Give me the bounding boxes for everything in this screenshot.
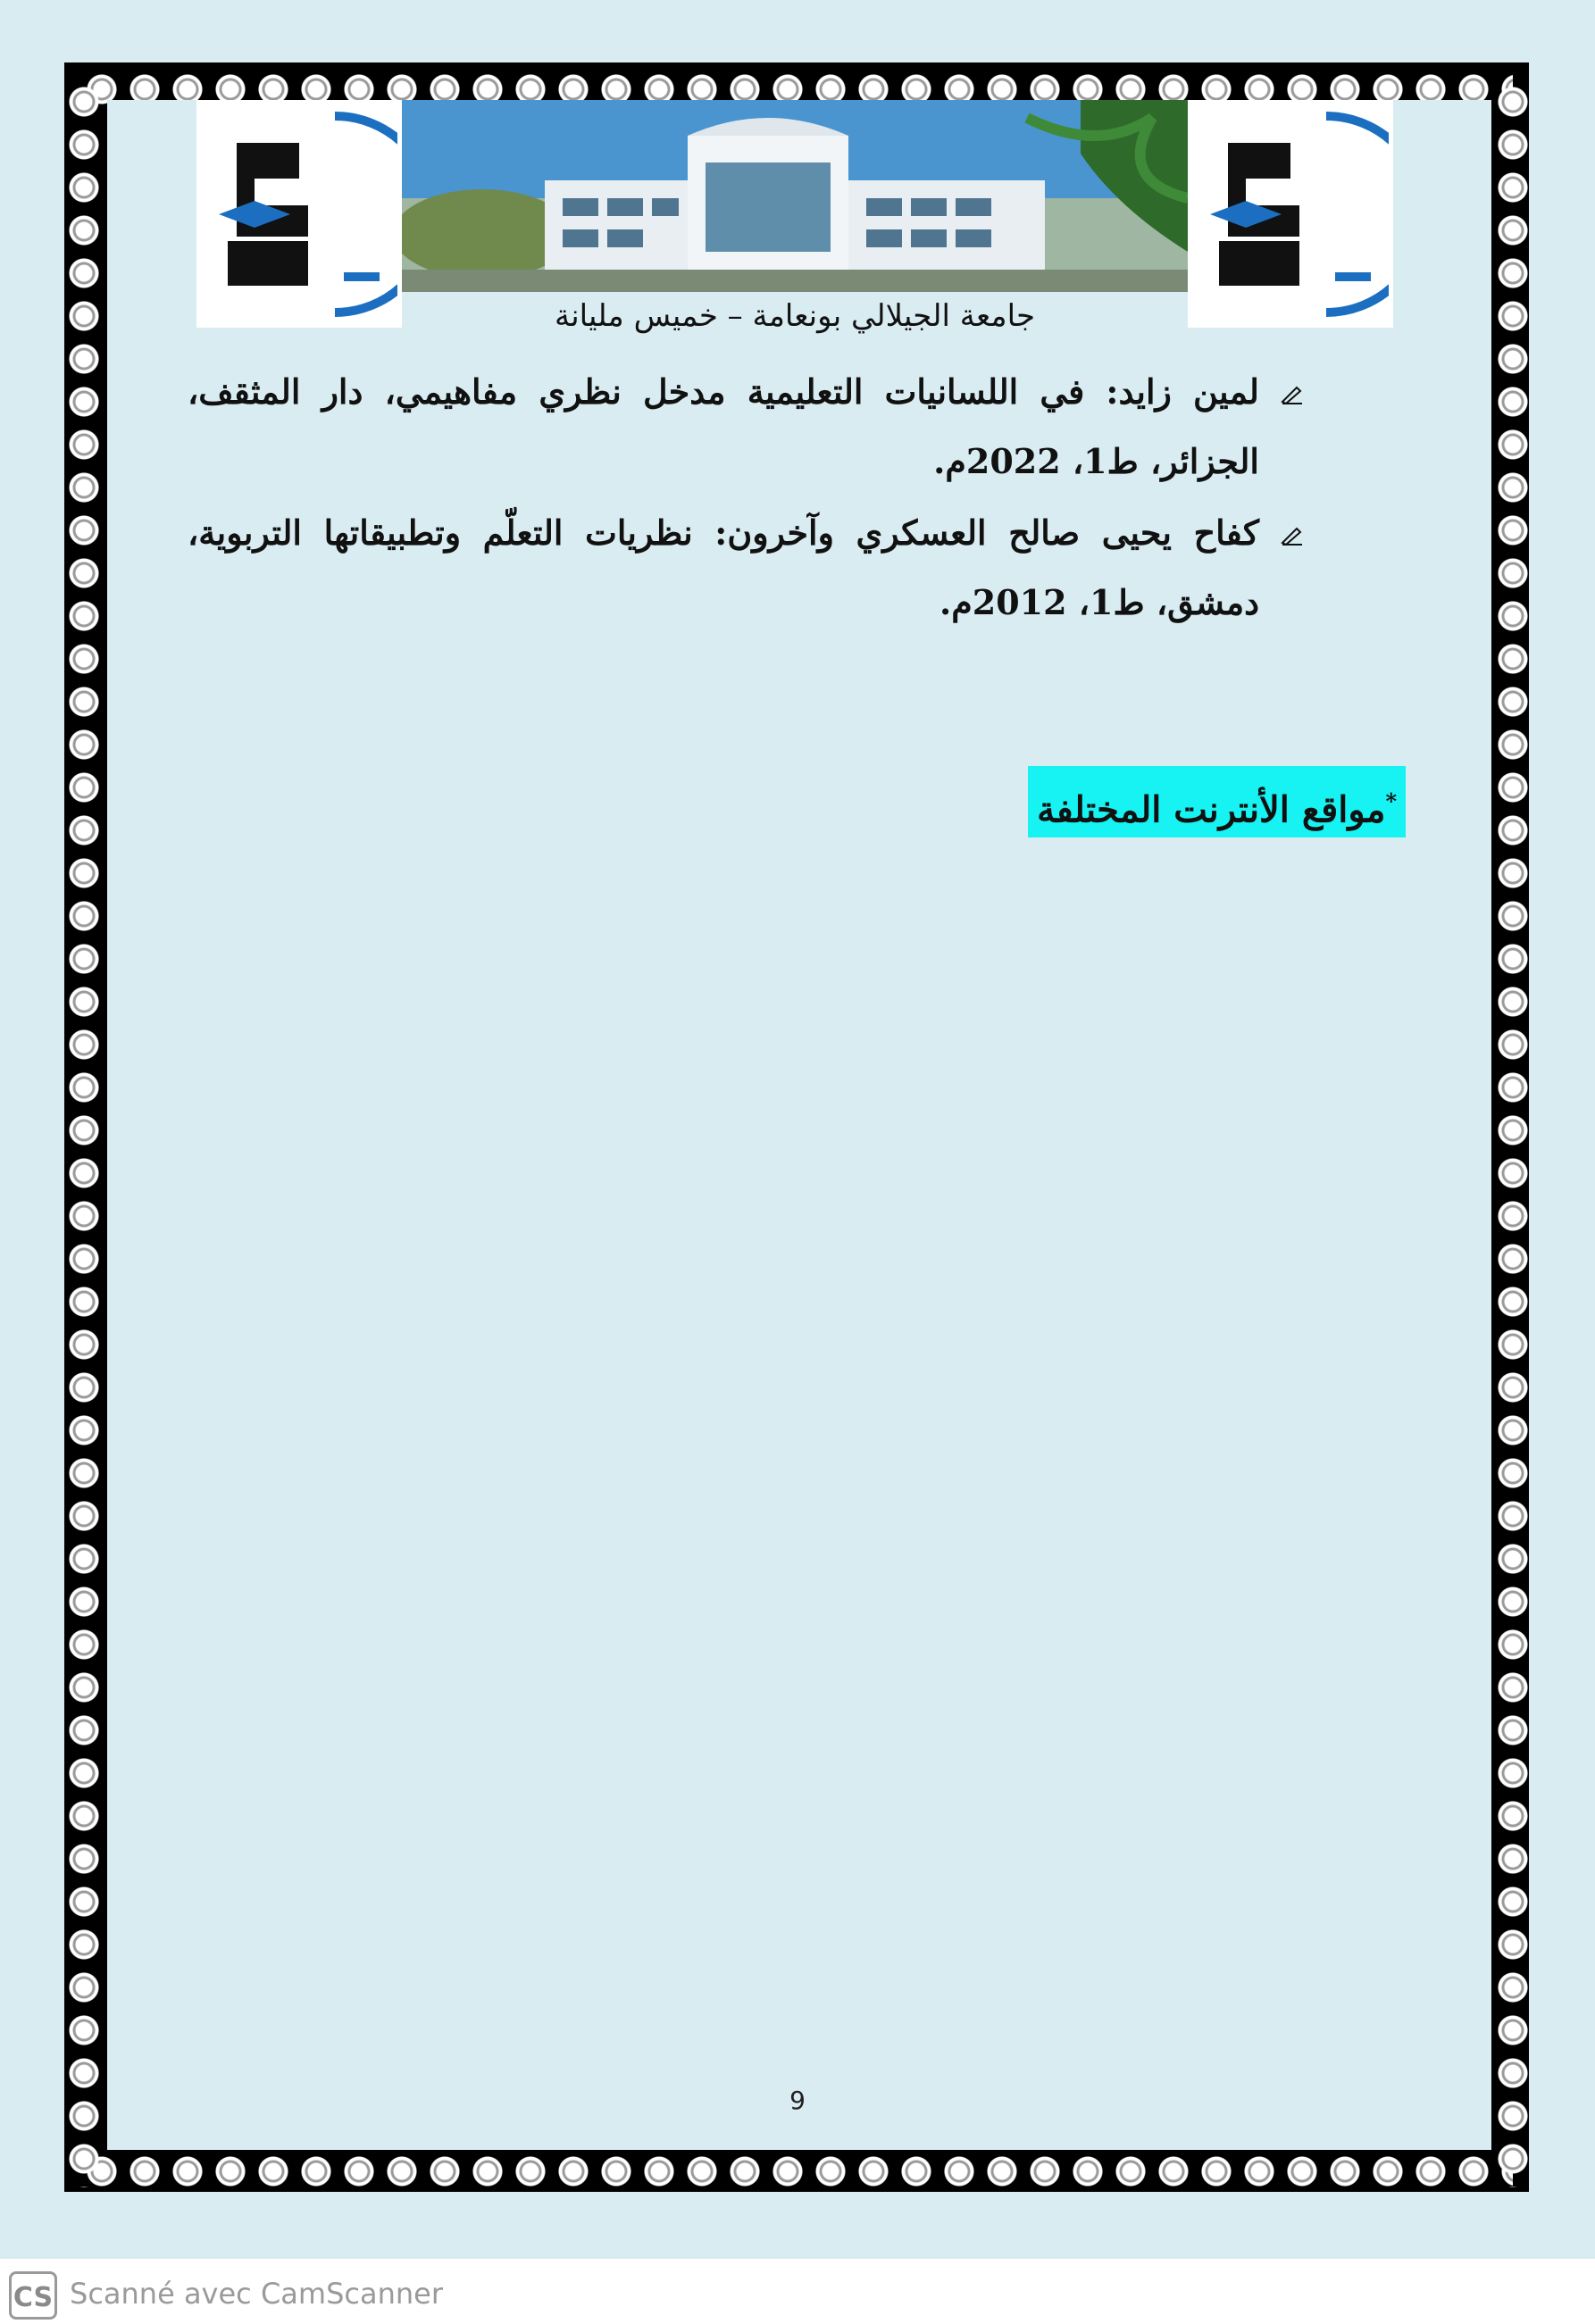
heading-asterisk: * xyxy=(1385,788,1397,814)
internet-sites-heading xyxy=(1028,766,1406,837)
reference-item xyxy=(188,357,1259,496)
border-flower-strip-right xyxy=(1493,80,1532,2187)
pen-writing-icon xyxy=(1281,523,1304,546)
pen-writing-icon xyxy=(1281,382,1304,405)
border-flower-strip-left xyxy=(64,80,104,2187)
page-header xyxy=(196,100,1393,332)
building-illustration xyxy=(402,100,1188,292)
camscanner-label: Scanné avec CamScanner xyxy=(70,2277,443,2311)
university-name: جامعة الجيلالي بونعامة – خميس مليانة xyxy=(554,298,1035,334)
heading-text: مواقع الأنترنت المختلفة xyxy=(1037,788,1386,831)
university-logo-icon xyxy=(1192,107,1389,321)
camscanner-logo: CS xyxy=(9,2271,57,2320)
campus-building-photo xyxy=(402,100,1188,292)
university-logo-right xyxy=(1188,100,1393,328)
page-number: 9 xyxy=(789,2086,806,2115)
university-logo-left xyxy=(196,100,402,328)
scanner-watermark-bar xyxy=(0,2259,1595,2324)
reference-item xyxy=(188,498,1259,637)
reference-text: كفاح يحيى صالح العسكري وآخرون: نظريات التعلّم وتطبيقاتها التربوية، دمشق، ط1، 2012م. xyxy=(188,512,1259,622)
references-list xyxy=(188,357,1259,637)
border-flower-strip-bottom xyxy=(80,2152,1513,2191)
reference-text: لمين زايد: في اللسانيات التعليمية مدخل نظري مفاهيمي، دار المثقف، الجزائر، ط1، 2022م. xyxy=(188,371,1259,481)
university-logo-icon xyxy=(201,107,397,321)
